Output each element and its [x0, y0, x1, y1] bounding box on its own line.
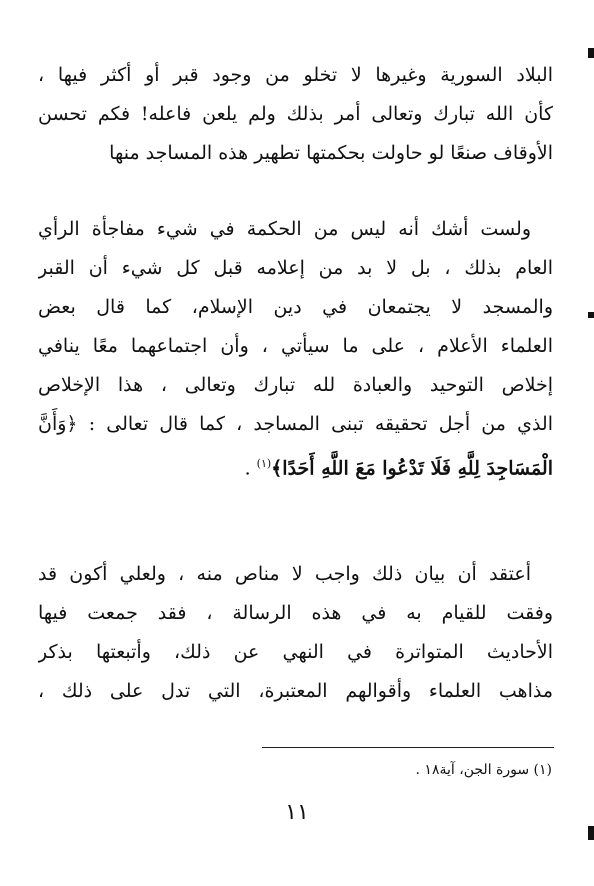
- text-line: كأن الله تبارك وتعالى أمر بذلك ولم يلعن فاعله! فكم تحسن: [38, 103, 553, 125]
- footnote-reference: (١): [256, 457, 272, 470]
- verse-line: [38, 444, 553, 483]
- text-line: الأحاديث المتواترة في النهي عن ذلك، وأتبعتها بذكر: [38, 641, 553, 663]
- paragraph-1: [38, 56, 553, 173]
- text-line: وفقت للقيام به في هذه الرسالة ، فقد جمعت فيها: [38, 602, 553, 624]
- paragraph-2: [38, 210, 553, 483]
- verse-end-punctuation: .: [244, 457, 257, 480]
- page-edge-mark-top: [588, 48, 594, 58]
- paragraph-3: [38, 555, 553, 711]
- text-line: البلاد السورية وغيرها لا تخلو من وجود قبر أو أكثر فيها ،: [38, 64, 553, 86]
- text-line: الذي من أجل تحقيقه تبنى المساجد ، كما قال تعالى : ﴿وَأَنَّ: [38, 413, 553, 435]
- text-line: العام بذلك ، بل لا بد من إعلامه قبل كل شيء أن القبر: [38, 257, 553, 279]
- text-line: ولست أشك أنه ليس من الحكمة في شيء مفاجأة الرأي: [38, 218, 531, 240]
- quran-verse: الْمَسَاجِدَ لِلَّهِ فَلَا تَدْعُوا مَعَ اللَّهِ أَحَدًا﴾: [271, 457, 553, 480]
- text-line: إخلاص التوحيد والعبادة لله تبارك وتعالى ، هذا الإخلاص: [38, 374, 553, 396]
- footnote-separator: [262, 747, 554, 748]
- footnote: (١) سورة الجن، آية١٨ .: [415, 762, 552, 778]
- page-number: ١١: [285, 800, 309, 825]
- page-edge-mark-middle: [588, 312, 594, 318]
- text-line: والمسجد لا يجتمعان في دين الإسلام، كما قال بعض: [38, 296, 553, 318]
- text-line: العلماء الأعلام ، على ما سيأتي ، وأن اجتماعهما معًا ينافي: [38, 335, 553, 357]
- text-line: أعتقد أن بيان ذلك واجب لا مناص منه ، ولعلي أكون قد: [38, 563, 531, 585]
- text-line: الأوقاف صنعًا لو حاولت بحكمتها تطهير هذه المساجد منها: [109, 142, 553, 164]
- page-edge-mark-bottom: [588, 826, 594, 840]
- text-line: مذاهب العلماء وأقوالهم المعتبرة، التي تدل على ذلك ،: [38, 680, 553, 702]
